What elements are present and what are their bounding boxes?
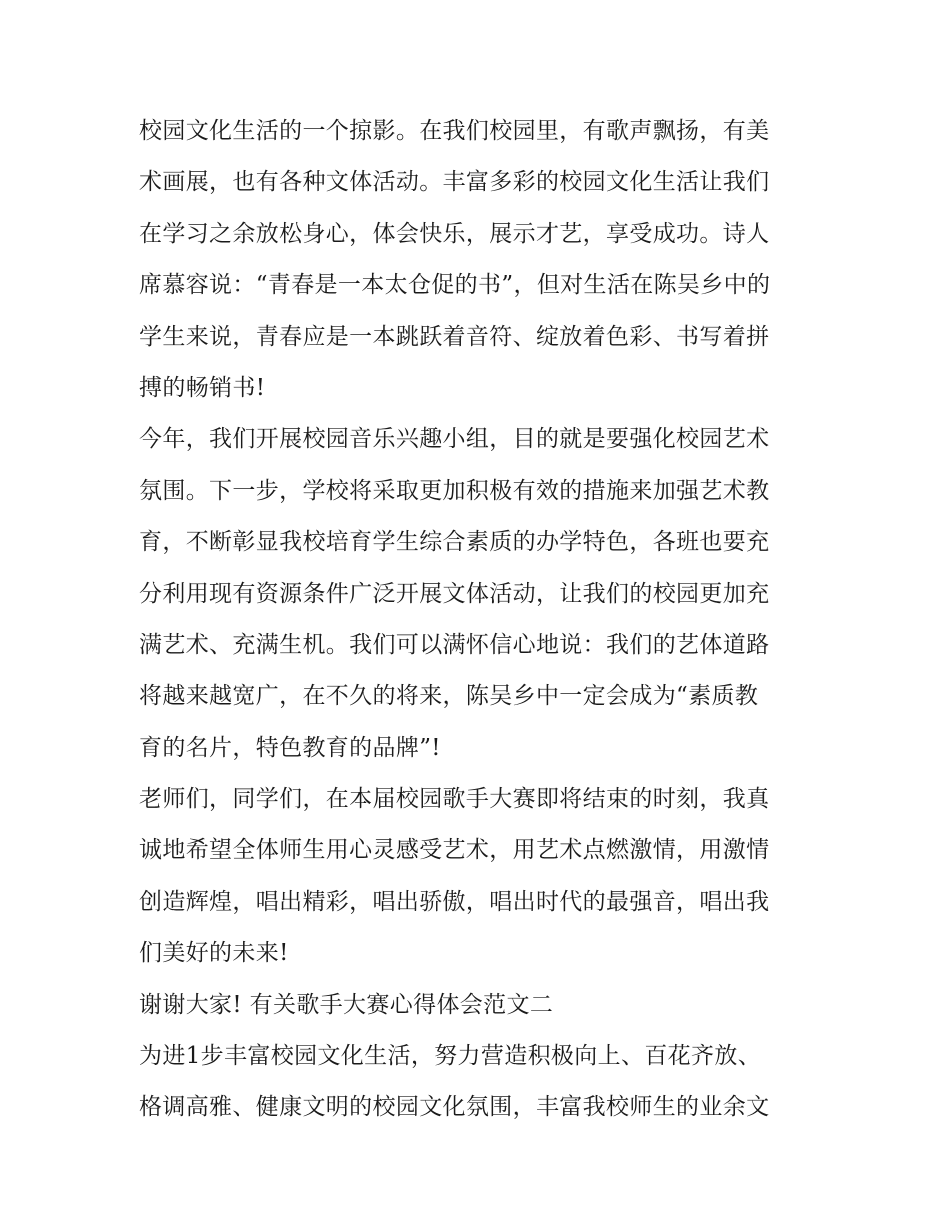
text-line: 满艺术、充满生机。我们可以满怀信心地说：我们的艺体道路 [139, 631, 770, 658]
text-line: 术画展，也有各种文体活动。丰富多彩的校园文化生活让我们 [139, 169, 770, 196]
text-line: 谢谢大家! 有关歌手大赛心得体会范文二 [139, 991, 554, 1018]
text-line: 为进1步丰富校园文化生活，努力营造积极向上、百花齐放、 [139, 1043, 762, 1070]
text-line: 氛围。下一步，学校将采取更加积极有效的措施来加强艺术教 [139, 477, 770, 504]
text-line: 们美好的未来! [139, 940, 289, 967]
text-line: 分利用现有资源条件广泛开展文体活动，让我们的校园更加充 [139, 580, 770, 607]
text-line: 将越来越宽广，在不久的将来，陈吴乡中一定会成为“素质教 [139, 683, 759, 710]
document-body [139, 106, 819, 1134]
text-line: 学生来说，青春应是一本跳跃着音符、绽放着色彩、书写着拼 [139, 323, 770, 350]
text-line: 诚地希望全体师生用心灵感受艺术，用艺术点燃激情，用激情 [139, 837, 770, 864]
text-line: 在学习之余放松身心，体会快乐，展示才艺，享受成功。诗人 [139, 220, 770, 247]
text-line: 搏的畅销书! [139, 374, 266, 401]
text-line: 老师们，同学们，在本届校园歌手大赛即将结束的时刻，我真 [139, 786, 770, 813]
text-line: 格调高雅、健康文明的校园文化氛围，丰富我校师生的业余文 [139, 1094, 770, 1121]
text-line: 育，不断彰显我校培育学生综合素质的办学特色，各班也要充 [139, 529, 770, 556]
text-line: 校园文化生活的一个掠影。在我们校园里，有歌声飘扬，有美 [139, 118, 770, 144]
text-line: 席慕容说：“青春是一本太仓促的书”，但对生活在陈吴乡中的 [139, 272, 771, 299]
text-line: 创造辉煌，唱出精彩，唱出骄傲，唱出时代的最强音，唱出我 [139, 888, 770, 915]
text-line: 今年，我们开展校园音乐兴趣小组，目的就是要强化校园艺术 [139, 426, 770, 453]
text-line: 育的名片，特色教育的品牌”! [139, 734, 441, 761]
